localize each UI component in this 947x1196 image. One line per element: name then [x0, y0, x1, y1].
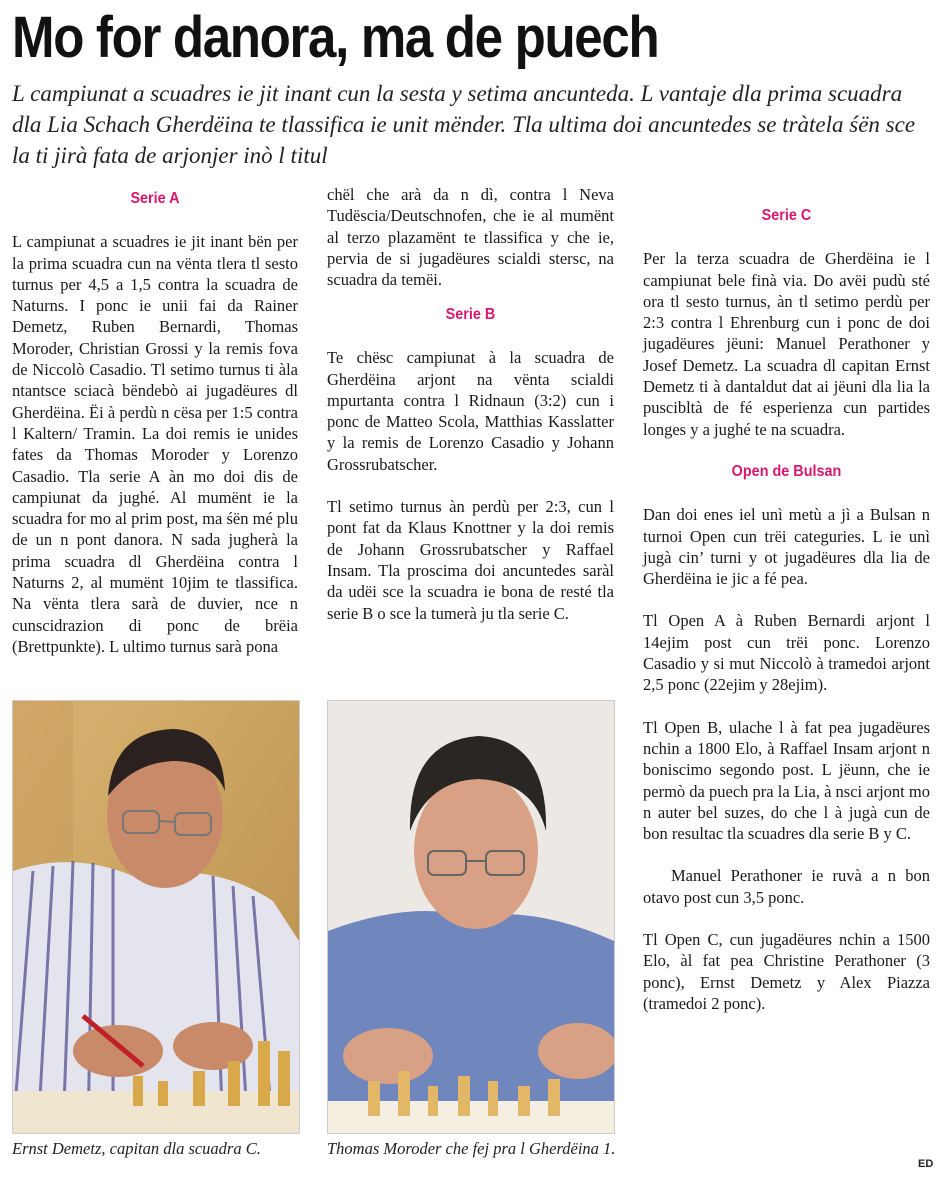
serie-a-heading: Serie A	[130, 190, 180, 207]
serie-a-paragraph: L campiunat a scuadres ie jit inant bën per la prima scuadra cun na vënta tlera tl sesto turnus per 4,5 a 1,5 contra la scuadra de Naturns. I ponc ie unii fai da Rainer Demetz, Ruben Bernardi, Thomas Moroder, Christian Grossi y la remis fova de Niccolò Casadio. Tl setimo turnus ti àla ntantsce sciacà bëndebò ai jugadëures dl Gherdëina. Ëi à perdù n cësa per 1:5 contra l Kaltern/ Tramin. La doi remis ie unides fates da Thomas Moroder y Lorenzo Casadio. Tla serie A àn mo doi dis de campiunat da jughé. Al mumënt ie la scuadra for mo al prim post, ma śën mé plu de un n pont danora. N sada jugherà la prima scuadra dl Gherdëina contra l Naturns 2, al mumënt 10jim te tlassifica. Na vënta tlera sarà de duvier, nce n cunscidrazion di ponc de brëia (Brettpunkte). L ultimo turnus sarà pona	[12, 232, 298, 656]
serie-c-paragraph: Per la terza scuadra de Gherdëina ie l campiunat bele finà via. Do avëi pudù sté ora tl sesto turnus, àn tl setimo perdù per 2:3 contra l Ehrenburg cun i ponc de doi jugadëures jëuni: Manuel Perathoner y Josef Demetz. La scuadra dl capitan Ernst Demetz ti à dantaldut dat ai jëuni dla lia la puscibltà de fé esperienza cun partides longes y a jughé te na scuadra.	[643, 249, 930, 439]
open-paragraph-4: Manuel Perathoner ie ruvà a n bon otavo post cun 3,5 ponc.	[643, 866, 930, 907]
column-1	[12, 180, 298, 678]
article-lead: L campiunat a scuadres ie jit inant cun la sesta y setima ancunteda. L vantaje dla prima scuadra dla Lia Schach Gherdëina te tlassifica ie unit mënder. Tla ultima doi ancuntedes se tràtela śën sce la ti jirà fata de arjonjer inò l titul	[12, 81, 916, 168]
open-paragraph-1: Dan doi enes iel unì metù a jì a Bulsan n turnoi Open cun trëi categuries. L ie unì jugà cin’ turni y ot jugadëures dla lia de Gherdëina ie jic a fé pea.	[643, 505, 930, 589]
photo-thomas-moroder-image	[328, 701, 614, 1133]
column-3	[643, 184, 930, 1035]
serie-c-heading: Serie C	[761, 207, 812, 224]
photo-caption-1: Ernst Demetz, capitan dla scuadra C.	[12, 1139, 261, 1158]
photo-ernst-demetz-image	[13, 701, 299, 1133]
column-2-content	[327, 296, 614, 645]
open-heading: Open de Bulsan	[731, 462, 842, 480]
open-paragraph-2: Tl Open A à Ruben Bernardi arjont l 14ejim post cun trëi ponc. Lorenzo Casadio y si mut Niccolò à tramedoi arjont 2,5 ponc (22ejim y 28ejim).	[643, 611, 930, 695]
serie-b-heading: Serie B	[445, 306, 496, 323]
open-paragraph-5: Tl Open C, cun jugadëures nchin a 1500 Elo, àl fat pea Christine Perathoner (3 ponc), Ernst Demetz y Alex Piazza (tramedoi 2 ponc).	[643, 930, 930, 1013]
photo-ernst-demetz	[12, 700, 300, 1134]
serie-a-continuation: chël che arà da n dì, contra l Neva Tudëscia/Deutschnofen, che ie al mumënt al terzo plazamënt te tlassifica y che ie, pervia de si jugadëures scialdi stersc, na scuadra da temëi.	[327, 185, 614, 290]
photo-caption-2: Thomas Moroder che fej pra l Gherdëina 1.	[327, 1139, 616, 1158]
photo-thomas-moroder	[327, 700, 615, 1134]
article-title: Mo for danora, ma de puech	[12, 5, 659, 70]
author-signature: ED	[918, 1158, 934, 1170]
serie-b-paragraph-2: Tl setimo turnus àn perdù per 2:3, cun l pont fat da Klaus Knottner y la doi remis de Johann Grossrubatscher y Raffael Insam. Tla proscima doi ancuntedes saràl da udëi sce la scuadra ie bona de resté tla serie B o sce la tumerà ju tla serie C.	[327, 497, 614, 623]
open-paragraph-3: Tl Open B, ulache l à fat pea jugadëures nchin a 1800 Elo, à Raffael Insam arjont n boniscimo segondo post. L jëunn, che ie permò da puech pra la Lia, à nsci arjont mo n auter bel suzes, do che l à jugà cun de bon resultac tla scuadres dla serie B y C.	[643, 717, 930, 844]
serie-b-paragraph-1: Te chësc campiunat à la scuadra de Gherdëina arjont na vënta scialdi mpurtanta contra l Ridnaun (3:2) cun i ponc de Matteo Scola, Matthias Kasslatter y la remis de Lorenzo Casadio y Johann Grossrubatscher.	[327, 348, 614, 474]
